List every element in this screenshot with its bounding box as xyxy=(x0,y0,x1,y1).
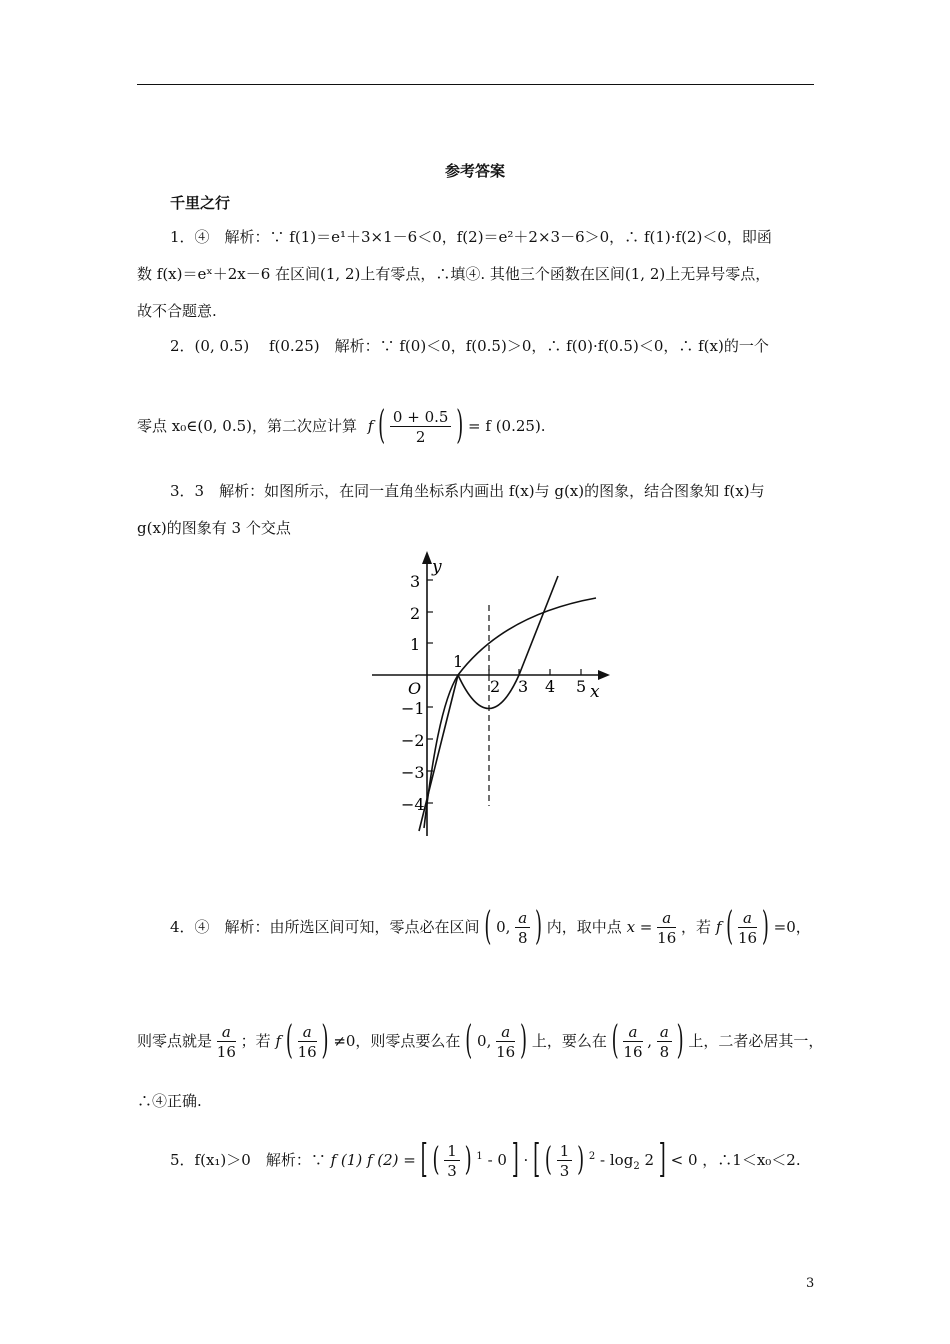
q4-ruo: ，若 xyxy=(681,918,712,936)
x-tick-label: 2 xyxy=(490,677,501,696)
q5-pre: 5．f(x₁)＞0 解析：∵ xyxy=(170,1151,326,1169)
q5-post: ，∴1＜x₀＜2. xyxy=(702,1151,801,1169)
q4-shang1: 上，要么在 xyxy=(531,1032,607,1050)
q4-frac-a16d xyxy=(298,1023,317,1061)
paren-open: ( xyxy=(611,1017,619,1064)
function-graph xyxy=(365,548,615,838)
numerator: a xyxy=(515,909,530,928)
q4-pre: 4．④ 解析：由所选区间可知，零点必在区间 xyxy=(170,918,480,936)
q5-exp2: 2 xyxy=(588,1151,596,1162)
denominator: 8 xyxy=(659,1043,670,1061)
denominator: 16 xyxy=(623,1043,643,1061)
q4-line1 xyxy=(170,898,811,957)
q2-line2 xyxy=(137,400,546,453)
numerator: a xyxy=(496,1023,515,1042)
q4-line2-pre: 则零点就是 xyxy=(137,1032,213,1050)
section-heading: 千里之行 xyxy=(170,194,231,212)
paren-close: ) xyxy=(534,903,542,950)
paren-open: ( xyxy=(432,1141,440,1179)
y-tick-label: 1 xyxy=(410,635,421,654)
q4-f: f xyxy=(275,1032,282,1050)
q4-frac-a16 xyxy=(657,909,676,947)
header-rule xyxy=(137,84,814,85)
paren-close: ) xyxy=(577,1141,585,1179)
q2-fraction xyxy=(390,408,452,446)
q2-f: f xyxy=(367,417,374,435)
denominator: 16 xyxy=(496,1043,516,1061)
y-tick-label: −3 xyxy=(401,763,425,782)
q5-minuslog: - log xyxy=(600,1151,634,1169)
numerator: a xyxy=(657,1023,672,1042)
paren-close: ) xyxy=(464,1141,472,1179)
numerator: a xyxy=(623,1023,642,1042)
q5-frac-1 xyxy=(444,1142,460,1180)
page-title: 参考答案 xyxy=(444,162,505,180)
y-tick-label: −2 xyxy=(401,731,425,750)
paren-close: ) xyxy=(520,1017,528,1064)
paren-open: ( xyxy=(484,903,492,950)
q5-frac-2 xyxy=(557,1142,573,1180)
y-tick-label: 3 xyxy=(410,572,421,591)
q4-frac-a16f xyxy=(623,1023,642,1061)
q3-line2: g(x)的图象有 3 个交点 xyxy=(137,519,291,537)
q5-lt0: < 0 xyxy=(670,1151,698,1169)
denominator: 8 xyxy=(517,929,528,947)
q1-line1: 1．④ 解析：∵ f(1)＝e¹＋3×1－6＜0，f(2)＝e²＋2×3－6＞0，∴ f(1)·f(2)＜0，即函 xyxy=(170,228,772,246)
y-tick-label: −4 xyxy=(401,795,425,814)
q2-rhs: = f (0.25). xyxy=(468,417,546,435)
numerator: 1 xyxy=(557,1142,573,1161)
bracket-open: [ xyxy=(533,1136,541,1183)
paren-close: ) xyxy=(761,903,769,950)
q4-frac-a16c xyxy=(217,1023,236,1061)
q1-line3: 故不合题意. xyxy=(137,302,217,320)
numerator: a xyxy=(217,1023,236,1042)
y-tick-label: 2 xyxy=(410,604,421,623)
q4-shang2: 上，二者必居其一， xyxy=(688,1032,824,1050)
x-tick-label: 5 xyxy=(576,677,587,696)
q4-eq0: =0， xyxy=(773,918,811,936)
q2-paren-close: ) xyxy=(456,402,464,449)
q4-frac-a8b xyxy=(657,1023,672,1061)
y-axis-arrow-icon xyxy=(422,551,432,564)
paren-open: ( xyxy=(285,1017,293,1064)
denominator: 16 xyxy=(216,1043,236,1061)
origin-label: O xyxy=(408,679,422,698)
q2-denominator: 2 xyxy=(415,428,426,446)
q4-line2 xyxy=(137,1012,823,1071)
denominator: 16 xyxy=(657,929,677,947)
q5-logarg: 2 xyxy=(644,1151,655,1169)
bracket-close: ] xyxy=(658,1136,666,1183)
y-axis-label: y xyxy=(432,557,442,577)
q3-line1: 3．3 解析：如图所示，在同一直角坐标系内画出 f(x)与 g(x)的图象，结合图象知 f(x)与 xyxy=(170,482,765,500)
q4-interval-left: 0, xyxy=(477,1032,492,1050)
paren-open: ( xyxy=(726,903,734,950)
numerator: a xyxy=(657,909,676,928)
denominator: 3 xyxy=(559,1162,570,1180)
q4-mid: 内，取中点 xyxy=(546,918,622,936)
q4-f: f xyxy=(715,918,722,936)
q2-line2-text: 零点 x₀∈(0, 0.5)，第二次应计算 xyxy=(137,417,357,435)
curve-f xyxy=(424,598,596,828)
paren-open: ( xyxy=(544,1141,552,1179)
q1-line2: 数 f(x)＝eˣ＋2x－6 在区间(1, 2)上有零点，∴填④. 其他三个函数在区间(1, 2)上无异号零点， xyxy=(137,265,771,283)
x-axis-arrow-icon xyxy=(598,670,610,680)
q2-numerator: 0 + 0.5 xyxy=(390,408,452,427)
q4-x-eq: x = xyxy=(626,918,653,936)
denominator: 3 xyxy=(447,1162,457,1180)
paren-open: ( xyxy=(465,1017,473,1064)
paren-close: ) xyxy=(321,1017,329,1064)
q4-line3: ∴④正确. xyxy=(137,1092,202,1110)
bracket-close: ] xyxy=(511,1136,519,1183)
paren-close: ) xyxy=(676,1017,684,1064)
q5-f1f2: f (1) f (2) = xyxy=(330,1151,416,1169)
denominator: 16 xyxy=(737,929,758,947)
q5-exp1: 1 xyxy=(476,1151,483,1162)
q5-minus0: - 0 xyxy=(487,1151,507,1169)
x-tick-label: 4 xyxy=(545,677,556,696)
q5-line xyxy=(170,1130,801,1194)
q5-logbase: 2 xyxy=(633,1161,640,1172)
numerator: a xyxy=(298,1023,317,1042)
q5-dot: · xyxy=(523,1151,529,1169)
curve-g-right xyxy=(519,576,558,675)
numerator: a xyxy=(738,909,757,928)
q4-frac-a8 xyxy=(515,909,530,947)
y-tick-label: −1 xyxy=(401,699,425,718)
x-tick-label: 3 xyxy=(518,677,529,696)
q2-paren-open: ( xyxy=(378,402,386,449)
q2-line1: 2．(0, 0.5) f(0.25) 解析：∵ f(0)＜0，f(0.5)＞0，∴ f(0)·f(0.5)＜0，∴ f(x)的一个 xyxy=(170,337,769,355)
q4-neq0: ≠0，则零点要么在 xyxy=(333,1032,461,1050)
bracket-open: [ xyxy=(420,1136,428,1183)
q4-frac-a16b xyxy=(738,909,757,947)
q4-semi-ruo: ；若 xyxy=(240,1032,271,1050)
q4-interval-left: 0, xyxy=(496,918,511,936)
denominator: 16 xyxy=(297,1043,317,1061)
x-axis-label: x xyxy=(590,682,600,702)
q4-comma: , xyxy=(647,1032,653,1050)
page-number: 3 xyxy=(806,1276,815,1291)
x-tick-label: 1 xyxy=(453,652,464,671)
q4-frac-a16e xyxy=(496,1023,515,1061)
numerator: 1 xyxy=(444,1142,460,1161)
curve-g-left xyxy=(419,675,458,831)
